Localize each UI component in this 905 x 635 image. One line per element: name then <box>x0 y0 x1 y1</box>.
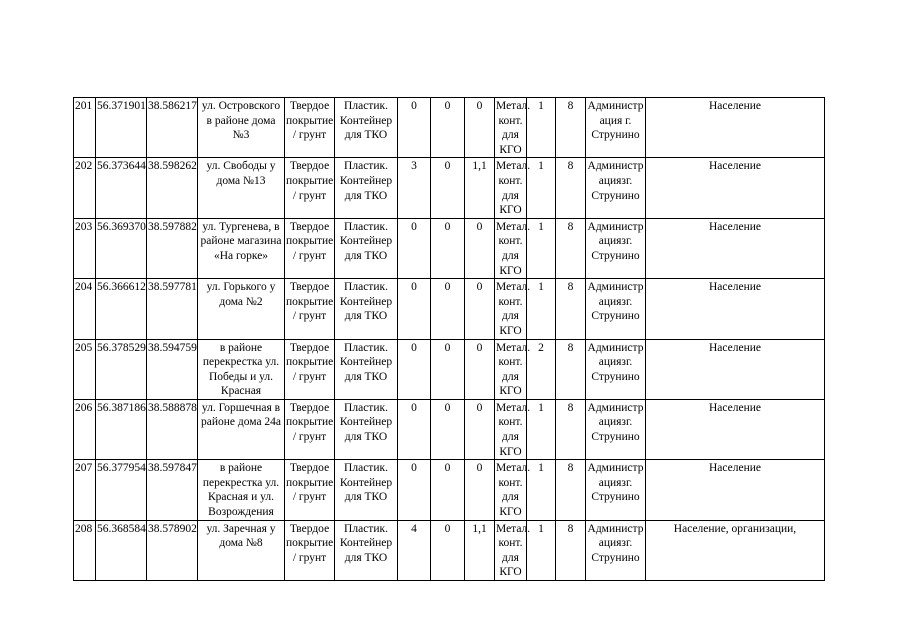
kgo-qty-cell: 2 <box>527 339 556 399</box>
owner-cell: Администр ациязг. Струнино <box>586 460 646 520</box>
count-cell: 0 <box>398 399 431 459</box>
owner-cell: Администр ациязг. Струнино <box>586 399 646 459</box>
volume-cell: 0 <box>465 98 495 158</box>
container-cell: Пластик. Контейнер для ТКО <box>335 460 398 520</box>
latitude-cell: 56.366612 <box>96 279 147 339</box>
kgo-volume-cell: 8 <box>556 520 586 580</box>
latitude-cell: 56.371901 <box>96 98 147 158</box>
surface-cell: Твердое покрытие / грунт <box>285 98 335 158</box>
surface-cell: Твердое покрытие / грунт <box>285 399 335 459</box>
table-row <box>74 339 825 399</box>
count-cell: 0 <box>431 98 465 158</box>
kgo-volume-cell: 8 <box>556 158 586 218</box>
count-cell: 0 <box>431 279 465 339</box>
latitude-cell: 56.369370 <box>96 218 147 278</box>
kgo-container-cell: Метал. конт. для КГО <box>495 460 527 520</box>
table-row <box>74 460 825 520</box>
waste-sites-table <box>73 97 825 581</box>
users-cell: Население, организации, <box>646 520 825 580</box>
longitude-cell: 38.597882 <box>147 218 198 278</box>
row-number: 203 <box>74 218 96 278</box>
kgo-qty-cell: 1 <box>527 218 556 278</box>
volume-cell: 0 <box>465 339 495 399</box>
surface-cell: Твердое покрытие / грунт <box>285 460 335 520</box>
container-cell: Пластик. Контейнер для ТКО <box>335 279 398 339</box>
kgo-volume-cell: 8 <box>556 218 586 278</box>
users-cell: Население <box>646 460 825 520</box>
longitude-cell: 38.588878 <box>147 399 198 459</box>
container-cell: Пластик. Контейнер для ТКО <box>335 98 398 158</box>
volume-cell: 0 <box>465 218 495 278</box>
count-cell: 0 <box>398 98 431 158</box>
latitude-cell: 56.377954 <box>96 460 147 520</box>
volume-cell: 0 <box>465 399 495 459</box>
row-number: 201 <box>74 98 96 158</box>
kgo-qty-cell: 1 <box>527 460 556 520</box>
longitude-cell: 38.578902 <box>147 520 198 580</box>
kgo-qty-cell: 1 <box>527 98 556 158</box>
latitude-cell: 56.387186 <box>96 399 147 459</box>
count-cell: 0 <box>398 279 431 339</box>
kgo-container-cell: Метал. конт. для КГО <box>495 279 527 339</box>
table-row <box>74 98 825 158</box>
owner-cell: Администр ациязг. Струнино <box>586 520 646 580</box>
table-row <box>74 158 825 218</box>
longitude-cell: 38.594759 <box>147 339 198 399</box>
address-cell: ул. Горького у дома №2 <box>198 279 285 339</box>
volume-cell: 0 <box>465 279 495 339</box>
count-cell: 0 <box>431 520 465 580</box>
kgo-qty-cell: 1 <box>527 399 556 459</box>
row-number: 202 <box>74 158 96 218</box>
address-cell: в районе перекрестка ул. Победы и ул. Красная <box>198 339 285 399</box>
latitude-cell: 56.378529 <box>96 339 147 399</box>
latitude-cell: 56.368584 <box>96 520 147 580</box>
users-cell: Население <box>646 98 825 158</box>
kgo-volume-cell: 8 <box>556 399 586 459</box>
table-row <box>74 399 825 459</box>
table-row <box>74 218 825 278</box>
kgo-qty-cell: 1 <box>527 158 556 218</box>
table-row <box>74 520 825 580</box>
container-cell: Пластик. Контейнер для ТКО <box>335 399 398 459</box>
kgo-qty-cell: 1 <box>527 279 556 339</box>
longitude-cell: 38.597847 <box>147 460 198 520</box>
address-cell: ул. Тургенева, в районе магазина «На горке» <box>198 218 285 278</box>
row-number: 207 <box>74 460 96 520</box>
kgo-volume-cell: 8 <box>556 98 586 158</box>
row-number: 208 <box>74 520 96 580</box>
address-cell: ул. Свободы у дома №13 <box>198 158 285 218</box>
kgo-container-cell: Метал. конт. для КГО <box>495 98 527 158</box>
volume-cell: 1,1 <box>465 158 495 218</box>
table-row <box>74 279 825 339</box>
owner-cell: Администр ациязг. Струнино <box>586 158 646 218</box>
users-cell: Население <box>646 218 825 278</box>
latitude-cell: 56.373644 <box>96 158 147 218</box>
row-number: 206 <box>74 399 96 459</box>
address-cell: в районе перекрестка ул. Красная и ул. Возрождения <box>198 460 285 520</box>
kgo-volume-cell: 8 <box>556 460 586 520</box>
owner-cell: Администр ация г. Струнино <box>586 98 646 158</box>
surface-cell: Твердое покрытие / грунт <box>285 158 335 218</box>
address-cell: ул. Горшечная в районе дома 24а <box>198 399 285 459</box>
surface-cell: Твердое покрытие / грунт <box>285 279 335 339</box>
longitude-cell: 38.598262 <box>147 158 198 218</box>
address-cell: ул. Заречная у дома №8 <box>198 520 285 580</box>
owner-cell: Администр ациязг. Струнино <box>586 339 646 399</box>
surface-cell: Твердое покрытие / грунт <box>285 218 335 278</box>
container-cell: Пластик. Контейнер для ТКО <box>335 218 398 278</box>
surface-cell: Твердое покрытие / грунт <box>285 339 335 399</box>
surface-cell: Твердое покрытие / грунт <box>285 520 335 580</box>
owner-cell: Администр ациязг. Струнино <box>586 279 646 339</box>
kgo-qty-cell: 1 <box>527 520 556 580</box>
kgo-volume-cell: 8 <box>556 339 586 399</box>
count-cell: 4 <box>398 520 431 580</box>
kgo-container-cell: Метал. конт. для КГО <box>495 218 527 278</box>
count-cell: 3 <box>398 158 431 218</box>
longitude-cell: 38.597781 <box>147 279 198 339</box>
longitude-cell: 38.586217 <box>147 98 198 158</box>
owner-cell: Администр ациязг. Струнино <box>586 218 646 278</box>
users-cell: Население <box>646 279 825 339</box>
table-body <box>74 98 825 581</box>
count-cell: 0 <box>398 218 431 278</box>
users-cell: Население <box>646 339 825 399</box>
count-cell: 0 <box>431 218 465 278</box>
count-cell: 0 <box>431 399 465 459</box>
kgo-container-cell: Метал. конт. для КГО <box>495 520 527 580</box>
row-number: 204 <box>74 279 96 339</box>
volume-cell: 0 <box>465 460 495 520</box>
container-cell: Пластик. Контейнер для ТКО <box>335 339 398 399</box>
container-cell: Пластик. Контейнер для ТКО <box>335 158 398 218</box>
volume-cell: 1,1 <box>465 520 495 580</box>
container-cell: Пластик. Контейнер для ТКО <box>335 520 398 580</box>
kgo-container-cell: Метал. конт. для КГО <box>495 339 527 399</box>
count-cell: 0 <box>398 339 431 399</box>
count-cell: 0 <box>431 158 465 218</box>
count-cell: 0 <box>431 339 465 399</box>
kgo-container-cell: Метал. конт. для КГО <box>495 158 527 218</box>
users-cell: Население <box>646 158 825 218</box>
kgo-volume-cell: 8 <box>556 279 586 339</box>
kgo-container-cell: Метал. конт. для КГО <box>495 399 527 459</box>
address-cell: ул. Островского в районе дома №3 <box>198 98 285 158</box>
row-number: 205 <box>74 339 96 399</box>
users-cell: Население <box>646 399 825 459</box>
count-cell: 0 <box>398 460 431 520</box>
count-cell: 0 <box>431 460 465 520</box>
